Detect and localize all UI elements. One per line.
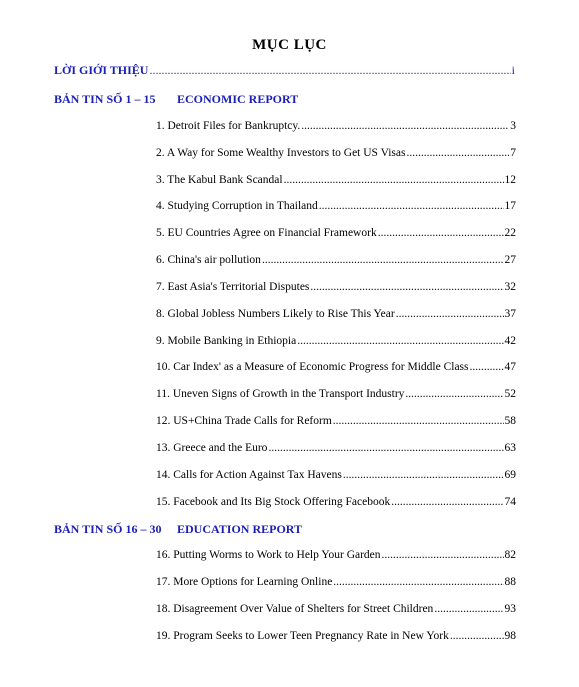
- toc-entry-label: 9. Mobile Banking in Ethiopia: [156, 335, 297, 347]
- toc-entry-page: 63: [504, 442, 516, 454]
- dot-leader: [268, 442, 503, 454]
- toc-entry[interactable]: [156, 576, 516, 588]
- section-name: ECONOMIC REPORT: [177, 92, 299, 106]
- toc-entry-label: 8. Global Jobless Numbers Likely to Rise This Year: [156, 308, 395, 320]
- toc-entry-page: 17: [504, 200, 516, 212]
- toc-entry-page: 98: [504, 630, 516, 642]
- dot-leader: [149, 63, 510, 78]
- toc-entry-label: 6. China's air pollution: [156, 254, 261, 266]
- toc-entry-page: 47: [504, 361, 516, 373]
- dot-leader: [343, 469, 504, 481]
- section-number-range: BẢN TIN SỐ 16 – 30: [54, 522, 162, 536]
- dot-leader: [297, 335, 503, 347]
- toc-entry-page: 93: [504, 603, 516, 615]
- toc-entry-page: 52: [504, 388, 516, 400]
- dot-leader: [262, 254, 504, 266]
- toc-entry-label: 15. Facebook and Its Big Stock Offering Facebook: [156, 496, 391, 508]
- dot-leader: [407, 147, 510, 159]
- toc-entry-page: 22: [504, 227, 516, 239]
- toc-entry-label: 3. The Kabul Bank Scandal: [156, 174, 283, 186]
- toc-entry[interactable]: [156, 630, 516, 642]
- toc-entry-label: 12. US+China Trade Calls for Reform: [156, 415, 332, 427]
- toc-entry[interactable]: [156, 147, 516, 159]
- toc-intro-entry[interactable]: [54, 63, 515, 78]
- toc-entry-page: 12: [504, 174, 516, 186]
- toc-entry[interactable]: [156, 496, 516, 508]
- toc-entry-label: 11. Uneven Signs of Growth in the Transport Industry: [156, 388, 405, 400]
- toc-entry[interactable]: [156, 388, 516, 400]
- toc-entry[interactable]: [156, 361, 516, 373]
- dot-leader: [284, 174, 504, 186]
- toc-entry-page: 74: [504, 496, 516, 508]
- toc-entry-page: 7: [510, 147, 516, 159]
- dot-leader: [391, 496, 503, 508]
- toc-entry-page: 82: [504, 549, 516, 561]
- toc-entry[interactable]: [156, 254, 516, 266]
- dot-leader: [319, 200, 504, 212]
- toc-entry-page: 69: [504, 469, 516, 481]
- dot-leader: [396, 308, 504, 320]
- toc-entry-label: 1. Detroit Files for Bankruptcy.: [156, 120, 301, 132]
- toc-entry-page: 32: [504, 281, 516, 293]
- toc-entry[interactable]: [156, 200, 516, 212]
- dot-leader: [378, 227, 504, 239]
- toc-title: MỤC LỤC: [252, 37, 327, 53]
- toc-entry-label: 13. Greece and the Euro: [156, 442, 268, 454]
- dot-leader: [333, 576, 503, 588]
- toc-entry[interactable]: [156, 227, 516, 239]
- toc-entry-page: 3: [510, 120, 516, 132]
- section-heading-2[interactable]: [54, 522, 303, 537]
- dot-leader: [434, 603, 503, 615]
- toc-entry-label: 4. Studying Corruption in Thailand: [156, 200, 318, 212]
- dot-leader: [310, 281, 503, 293]
- toc-entry[interactable]: [156, 469, 516, 481]
- toc-entry-label: 14. Calls for Action Against Tax Havens: [156, 469, 342, 481]
- dot-leader: [333, 415, 504, 427]
- toc-entry-label: 5. EU Countries Agree on Financial Framework: [156, 227, 377, 239]
- toc-entry[interactable]: [156, 549, 516, 561]
- toc-entry-label: 18. Disagreement Over Value of Shelters for Street Children: [156, 603, 434, 615]
- toc-entry-label: 10. Car Index' as a Measure of Economic Progress for Middle Class: [156, 361, 469, 373]
- toc-entry[interactable]: [156, 442, 516, 454]
- section-number-range: BẢN TIN SỐ 1 – 15: [54, 92, 156, 106]
- toc-intro-label: LỜI GIỚI THIỆU: [54, 63, 149, 77]
- dot-leader: [301, 120, 509, 132]
- toc-entry[interactable]: [156, 415, 516, 427]
- toc-entry[interactable]: [156, 174, 516, 186]
- dot-leader: [450, 630, 504, 642]
- section-heading-1[interactable]: [54, 92, 299, 107]
- toc-entry[interactable]: [156, 335, 516, 347]
- dot-leader: [405, 388, 503, 400]
- dot-leader: [470, 361, 504, 373]
- section-name: EDUCATION REPORT: [177, 522, 303, 536]
- toc-entry-page: 88: [504, 576, 516, 588]
- toc-intro-page: i: [511, 63, 515, 77]
- toc-entry-label: 2. A Way for Some Wealthy Investors to Get US Visas: [156, 147, 406, 159]
- toc-entry-page: 27: [504, 254, 516, 266]
- toc-entry-page: 58: [504, 415, 516, 427]
- toc-entry-label: 7. East Asia's Territorial Disputes: [156, 281, 310, 293]
- toc-entry[interactable]: [156, 603, 516, 615]
- toc-entry[interactable]: [156, 308, 516, 320]
- toc-entry-page: 37: [504, 308, 516, 320]
- toc-entry-page: 42: [504, 335, 516, 347]
- toc-entry[interactable]: [156, 120, 516, 132]
- toc-entry[interactable]: [156, 281, 516, 293]
- toc-entry-label: 19. Program Seeks to Lower Teen Pregnancy Rate in New York: [156, 630, 449, 642]
- toc-entry-label: 17. More Options for Learning Online: [156, 576, 333, 588]
- toc-entry-label: 16. Putting Worms to Work to Help Your Garden: [156, 549, 381, 561]
- dot-leader: [382, 549, 504, 561]
